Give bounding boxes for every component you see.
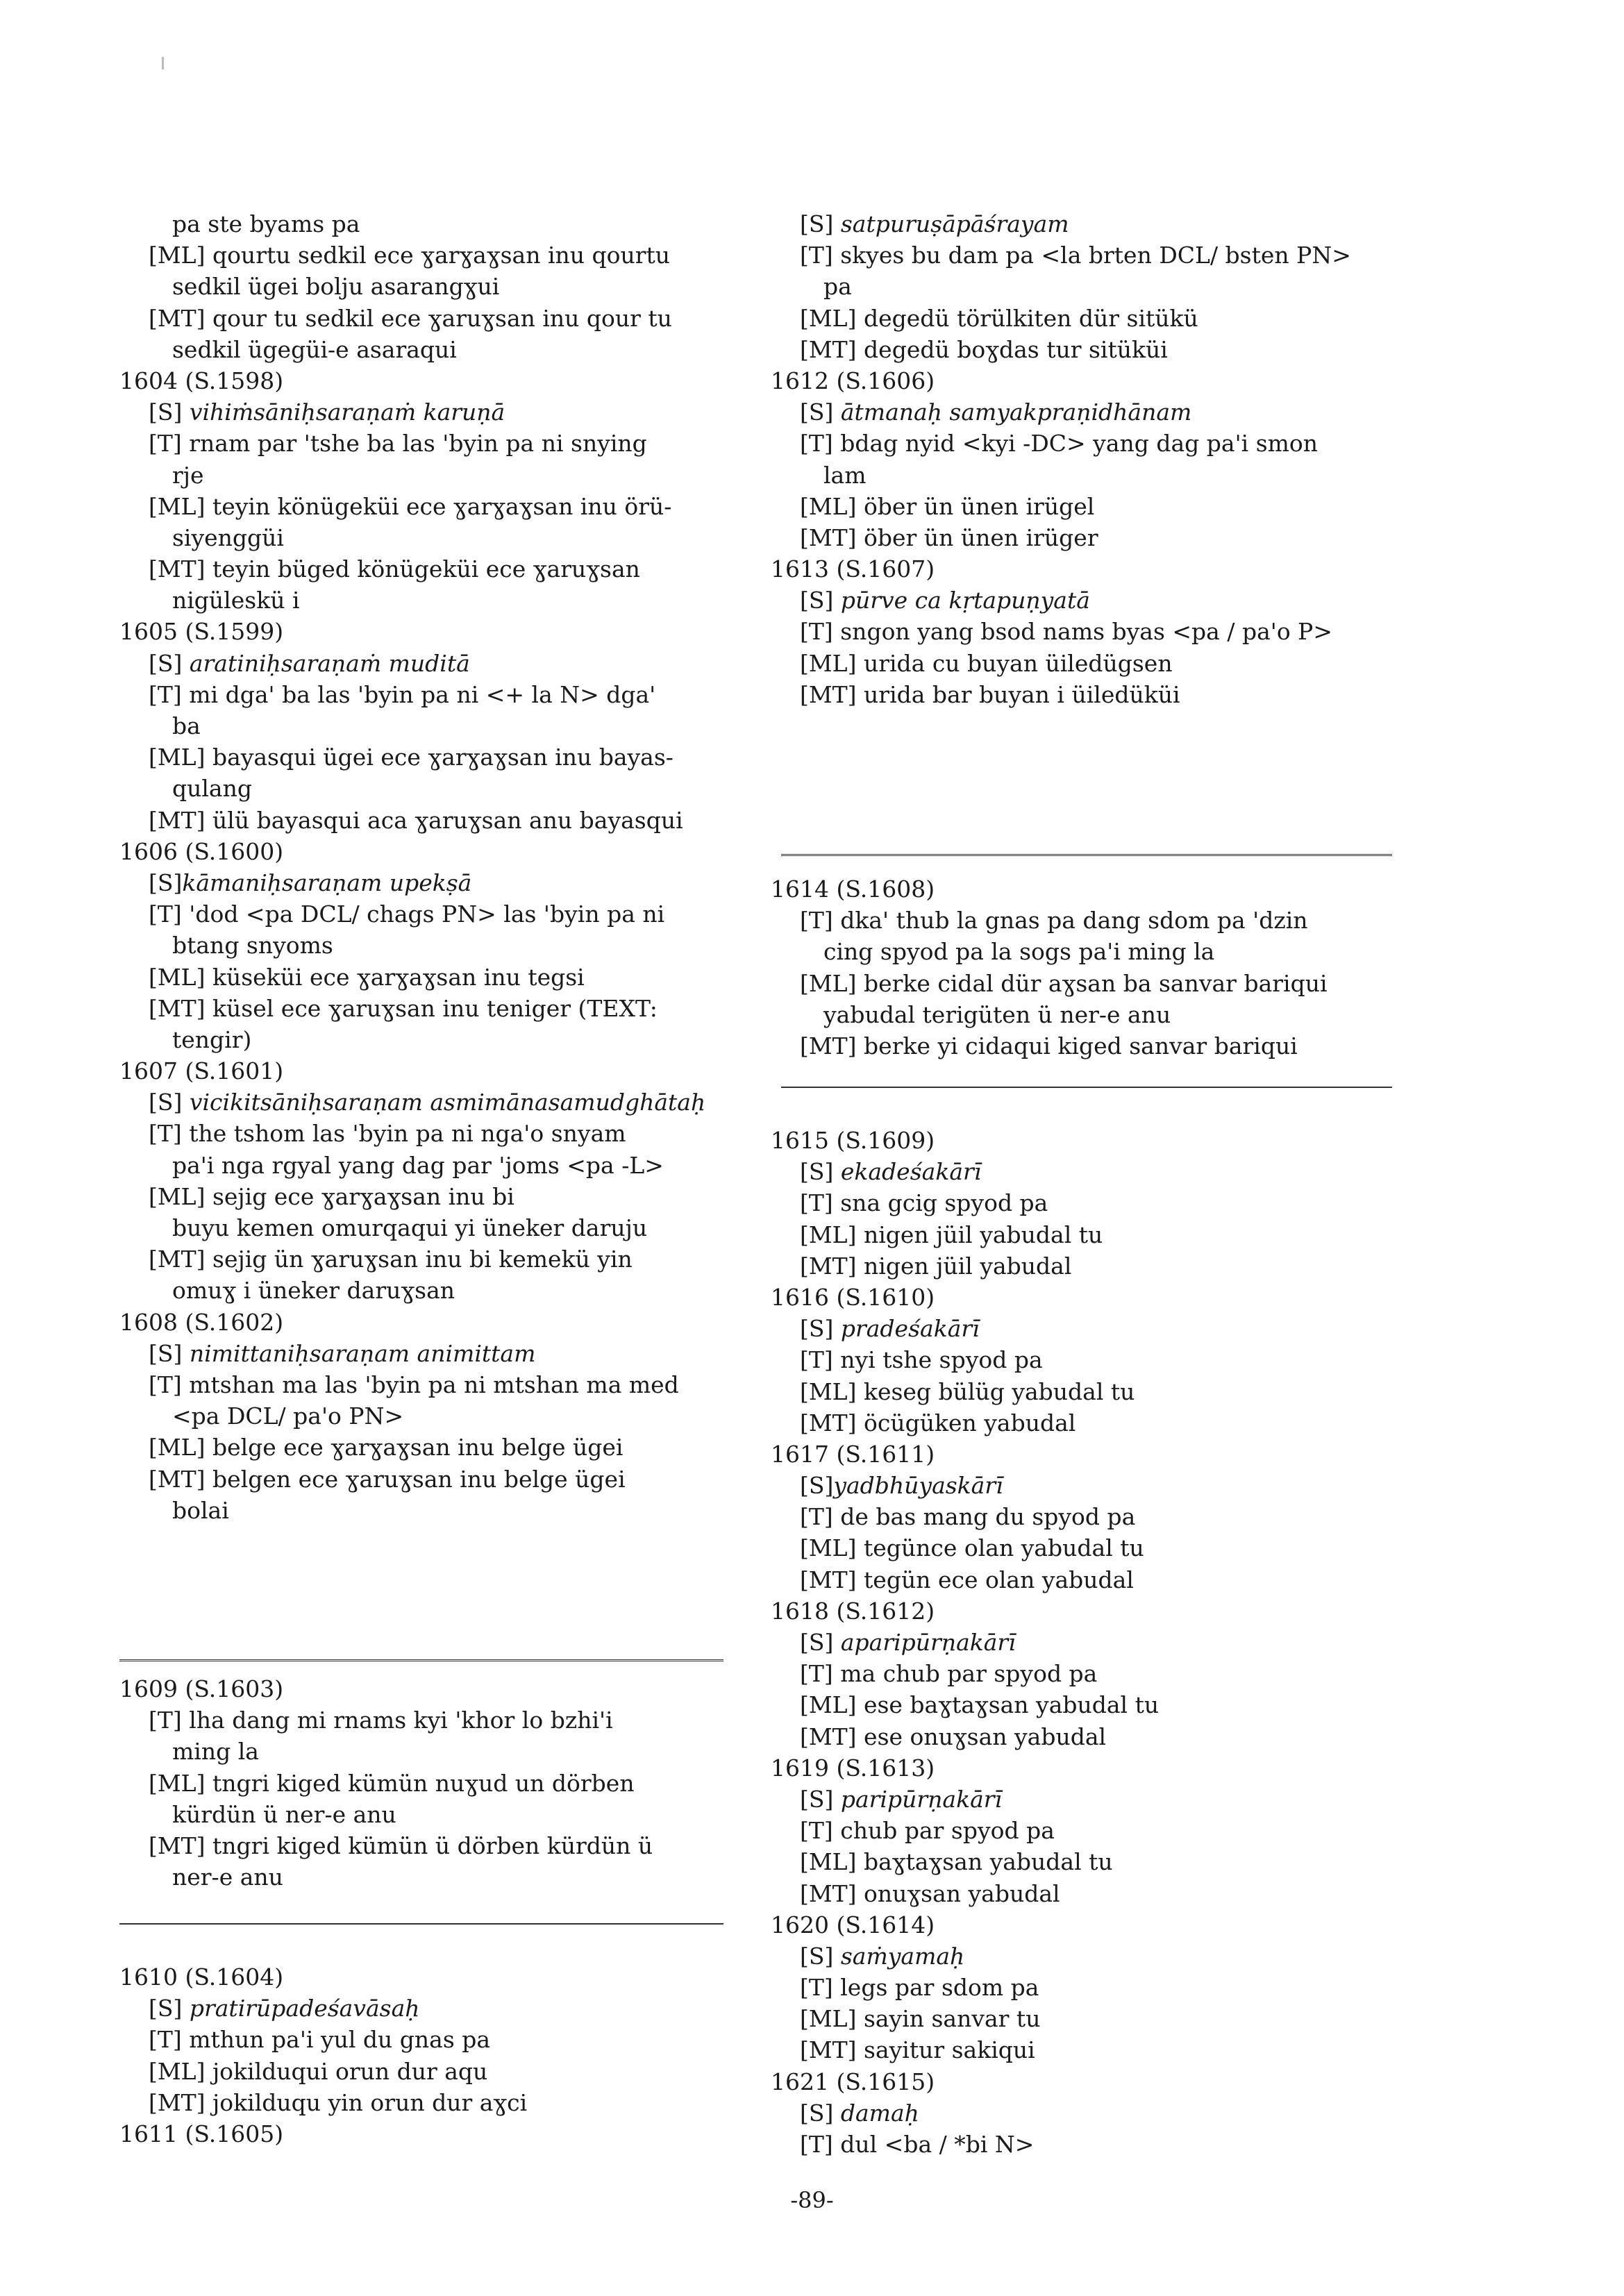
field-line: [T] dul <ba / *bi N> xyxy=(800,2131,1035,2158)
field-label: [S] xyxy=(800,1315,841,1343)
continuation-line: qulang xyxy=(172,775,252,803)
sanskrit-term: vihiṁsāniḥsaraṇaṁ karuṇā xyxy=(189,399,505,426)
field-line: [T] mthun pa'i yul du gnas pa xyxy=(149,2026,491,2054)
continuation-line: cing spyod pa la sogs pa'i ming la xyxy=(823,938,1215,966)
sanskrit-field-line xyxy=(771,1784,1409,1815)
field-line: [MT] öber ün ünen irüger xyxy=(800,523,1098,551)
entry-number: 1615 (S.1609) xyxy=(771,1127,935,1154)
continuation-line: omuɣ i üneker daruɣsan xyxy=(172,1277,455,1305)
continuation-line: bolai xyxy=(172,1496,229,1524)
sanskrit-term: saṁyamaḥ xyxy=(840,1942,965,1970)
section-divider-double xyxy=(781,854,1392,859)
field-label: [S] xyxy=(149,1089,190,1116)
sanskrit-field-line xyxy=(119,1338,744,1369)
continuation-line: sedkil ügei bolju asarangɣui xyxy=(172,273,500,301)
entry-number: 1607 (S.1601) xyxy=(119,1057,284,1085)
entry-number: 1613 (S.1607) xyxy=(771,555,935,583)
page-number: -89- xyxy=(790,2187,834,2213)
sanskrit-field-line xyxy=(771,1313,1409,1344)
field-line: [MT] tegün ece olan yabudal xyxy=(800,1566,1134,1593)
field-line: [ML] nigen jüil yabudal tu xyxy=(800,1221,1103,1248)
sanskrit-term: ātmanaḥ samyakpraṇidhānam xyxy=(840,399,1192,426)
continuation-line: sedkil ügegüi-e asaraqui xyxy=(172,335,457,363)
sanskrit-field-line xyxy=(119,1993,744,2024)
sanskrit-term: kāmaniḥsaraṇam upekṣā xyxy=(182,869,472,896)
field-line: [MT] ese onuɣsan yabudal xyxy=(800,1723,1107,1750)
entry-number: 1610 (S.1604) xyxy=(119,1963,284,1991)
section-divider xyxy=(119,1923,723,1925)
sanskrit-field-line xyxy=(771,585,1409,616)
sanskrit-field-line xyxy=(771,1941,1409,1972)
left-column-section-2 xyxy=(119,1673,744,1893)
sanskrit-field-line xyxy=(771,1627,1409,1658)
scan-mark xyxy=(162,57,164,69)
field-line: [ML] tegünce olan yabudal tu xyxy=(800,1534,1144,1562)
sanskrit-term: vicikitsāniḥsaraṇam asmimānasamudghātaḥ xyxy=(189,1089,706,1116)
field-line: [MT] sejig ün ɣaruɣsan inu bi kemekü yin xyxy=(149,1246,633,1273)
field-line: [ML] öber ün ünen irügel xyxy=(800,492,1095,520)
field-line: [MT] küsel ece ɣaruɣsan inu teniger (TEXT: xyxy=(149,994,658,1022)
field-label: [S] xyxy=(800,587,841,614)
field-line: [T] nyi tshe spyod pa xyxy=(800,1346,1043,1374)
field-label: [S] xyxy=(149,399,190,426)
continuation-line: pa ste byams pa xyxy=(172,210,360,237)
field-line: [ML] tngri kiged kümün nuɣud un dörben xyxy=(149,1769,635,1797)
sanskrit-term: satpuruṣāpāśrayam xyxy=(840,210,1069,237)
entry-number: 1614 (S.1608) xyxy=(771,875,935,903)
continuation-line: tengir) xyxy=(172,1025,252,1053)
right-column-section-2 xyxy=(771,873,1409,1062)
field-label: [S] xyxy=(800,399,841,426)
sanskrit-term: paripūrṇakārī xyxy=(840,1785,1003,1813)
sanskrit-field-line xyxy=(119,396,744,428)
field-line: [ML] berke cidal dür aɣsan ba sanvar bariqui xyxy=(800,969,1328,997)
entry-number: 1612 (S.1606) xyxy=(771,367,935,394)
field-line: [T] dka' thub la gnas pa dang sdom pa 'dzin xyxy=(800,907,1308,935)
entry-number: 1608 (S.1602) xyxy=(119,1308,284,1336)
field-line: [MT] urida bar buyan i üiledüküi xyxy=(800,680,1180,708)
field-line: [MT] teyin büged könügeküi ece ɣaruɣsan xyxy=(149,555,640,583)
field-line: [T] mi dga' ba las 'byin pa ni <+ la N> dga' xyxy=(149,680,656,708)
sanskrit-field-line xyxy=(771,208,1409,240)
field-label: [S] xyxy=(800,1629,841,1656)
sanskrit-term: pratirūpadeśavāsaḥ xyxy=(189,1995,420,2022)
continuation-line: nigüleskü i xyxy=(172,587,300,614)
field-label: [S] xyxy=(800,1942,841,1970)
field-line: [ML] sayin sanvar tu xyxy=(800,2005,1041,2033)
field-line: [ML] teyin könügeküi ece ɣarɣaɣsan inu örü- xyxy=(149,492,672,520)
field-line: [MT] jokilduqu yin orun dur aɣci xyxy=(149,2088,528,2116)
section-divider-double xyxy=(119,1659,723,1664)
field-line: [T] sna gcig spyod pa xyxy=(800,1189,1048,1217)
field-label: [S] xyxy=(800,1785,841,1813)
sanskrit-term: yadbhūyaskārī xyxy=(833,1472,1003,1500)
continuation-line: pa xyxy=(823,273,852,301)
field-line: [T] mtshan ma las 'byin pa ni mtshan ma med xyxy=(149,1371,679,1398)
field-line: [T] chub par spyod pa xyxy=(800,1817,1055,1845)
continuation-line: buyu kemen omurqaqui yi üneker daruju xyxy=(172,1214,648,1241)
field-label: [S] xyxy=(149,869,183,896)
entry-number: 1616 (S.1610) xyxy=(771,1283,935,1311)
field-label: [S] xyxy=(800,2099,841,2127)
field-line: [ML] keseg bülüg yabudal tu xyxy=(800,1377,1135,1405)
field-label: [S] xyxy=(800,210,841,237)
sanskrit-field-line xyxy=(119,648,744,679)
field-line: [MT] belgen ece ɣaruɣsan inu belge ügei xyxy=(149,1465,626,1493)
entry-number: 1618 (S.1612) xyxy=(771,1597,935,1625)
continuation-line: rje xyxy=(172,461,204,489)
continuation-line: btang snyoms xyxy=(172,932,333,960)
field-line: [MT] qour tu sedkil ece ɣaruɣsan inu qour tu xyxy=(149,304,672,332)
right-column-section-1 xyxy=(771,208,1409,710)
field-line: [ML] urida cu buyan üiledügsen xyxy=(800,649,1173,677)
entry-number: 1606 (S.1600) xyxy=(119,837,284,865)
field-line: [T] ma chub par spyod pa xyxy=(800,1660,1098,1688)
entry-number: 1617 (S.1611) xyxy=(771,1440,935,1468)
field-line: [T] legs par sdom pa xyxy=(800,1974,1039,2002)
field-line: [T] de bas mang du spyod pa xyxy=(800,1503,1136,1531)
sanskrit-field-line xyxy=(119,867,744,898)
entry-number: 1620 (S.1614) xyxy=(771,1911,935,1938)
field-line: [MT] tngri kiged kümün ü dörben kürdün ü xyxy=(149,1832,653,1859)
continuation-line: siyenggüi xyxy=(172,523,284,551)
left-column-section-1 xyxy=(119,208,744,1526)
field-line: [ML] ese baɣtaɣsan yabudal tu xyxy=(800,1691,1160,1719)
field-line: [MT] berke yi cidaqui kiged sanvar bariqui xyxy=(800,1032,1298,1059)
entry-number: 1605 (S.1599) xyxy=(119,618,284,646)
field-label: [S] xyxy=(149,1339,190,1367)
entry-number: 1619 (S.1613) xyxy=(771,1754,935,1782)
continuation-line: yabudal terigüten ü ner-e anu xyxy=(823,1000,1171,1028)
field-label: [S] xyxy=(800,1158,841,1186)
entry-number: 1621 (S.1615) xyxy=(771,2068,935,2095)
continuation-line: ming la xyxy=(172,1738,259,1766)
field-line: [ML] baɣtaɣsan yabudal tu xyxy=(800,1848,1113,1876)
field-line: [T] rnam par 'tshe ba las 'byin pa ni snying xyxy=(149,430,647,458)
entry-number: 1609 (S.1603) xyxy=(119,1675,284,1702)
sanskrit-term: aparipūrṇakārī xyxy=(840,1629,1016,1656)
continuation-line: lam xyxy=(823,461,867,489)
sanskrit-term: nimittaniḥsaraṇam animittam xyxy=(189,1339,536,1367)
field-line: [T] sngon yang bsod nams byas <pa / pa'o P> xyxy=(800,618,1333,646)
sanskrit-term: aratiniḥsaraṇaṁ muditā xyxy=(189,649,470,677)
field-line: [T] 'dod <pa DCL/ chags PN> las 'byin pa ni xyxy=(149,900,665,928)
field-line: [ML] qourtu sedkil ece ɣarɣaɣsan inu qourtu xyxy=(149,242,671,269)
field-line: [MT] degedü boɣdas tur sitüküi xyxy=(800,335,1168,363)
sanskrit-field-line xyxy=(771,396,1409,428)
sanskrit-field-line xyxy=(771,1470,1409,1501)
sanskrit-field-line xyxy=(771,1156,1409,1187)
entry-number: 1611 (S.1605) xyxy=(119,2120,284,2147)
sanskrit-field-line xyxy=(771,2097,1409,2129)
field-line: [ML] sejig ece ɣarɣaɣsan inu bi xyxy=(149,1182,514,1210)
field-line: [ML] jokilduqui orun dur aqu xyxy=(149,2057,488,2085)
continuation-line: ba xyxy=(172,712,201,739)
field-line: [ML] küseküi ece ɣarɣaɣsan inu tegsi xyxy=(149,963,585,991)
field-line: [MT] nigen jüil yabudal xyxy=(800,1252,1072,1280)
sanskrit-term: pradeśakārī xyxy=(840,1315,980,1343)
field-label: [S] xyxy=(800,1472,834,1500)
section-divider xyxy=(781,1087,1392,1088)
sanskrit-field-line xyxy=(119,1087,744,1118)
field-line: [ML] belge ece ɣarɣaɣsan inu belge ügei xyxy=(149,1434,623,1461)
sanskrit-term: pūrve ca kṛtapuṇyatā xyxy=(840,587,1090,614)
field-line: [T] the tshom las 'byin pa ni nga'o snyam xyxy=(149,1120,626,1148)
continuation-line: kürdün ü ner-e anu xyxy=(172,1800,396,1828)
field-line: [MT] onuɣsan yabudal xyxy=(800,1879,1060,1907)
continuation-line: <pa DCL/ pa'o PN> xyxy=(172,1402,404,1430)
field-label: [S] xyxy=(149,649,190,677)
field-line: [ML] degedü törülkiten dür sitükü xyxy=(800,304,1198,332)
field-label: [S] xyxy=(149,1995,190,2022)
field-line: [MT] ülü bayasqui aca ɣaruɣsan anu bayasqui xyxy=(149,806,683,834)
field-line: [T] skyes bu dam pa <la brten DCL/ bsten PN> xyxy=(800,242,1351,269)
sanskrit-term: damaḥ xyxy=(840,2099,919,2127)
field-line: [MT] öcügüken yabudal xyxy=(800,1409,1076,1436)
continuation-line: ner-e anu xyxy=(172,1863,283,1891)
field-line: [MT] sayitur sakiqui xyxy=(800,2036,1035,2064)
field-line: [T] lha dang mi rnams kyi 'khor lo bzhi'i xyxy=(149,1707,613,1734)
right-column-section-3 xyxy=(771,1125,1409,2160)
field-line: [T] bdag nyid <kyi -DC> yang dag pa'i smon xyxy=(800,430,1319,458)
field-line: [ML] bayasqui ügei ece ɣarɣaɣsan inu bayas- xyxy=(149,744,673,771)
left-column-section-3 xyxy=(119,1961,744,2150)
sanskrit-term: ekadeśakārī xyxy=(840,1158,982,1186)
continuation-line: pa'i nga rgyal yang dag par 'joms <pa -L> xyxy=(172,1151,664,1179)
entry-number: 1604 (S.1598) xyxy=(119,367,284,394)
